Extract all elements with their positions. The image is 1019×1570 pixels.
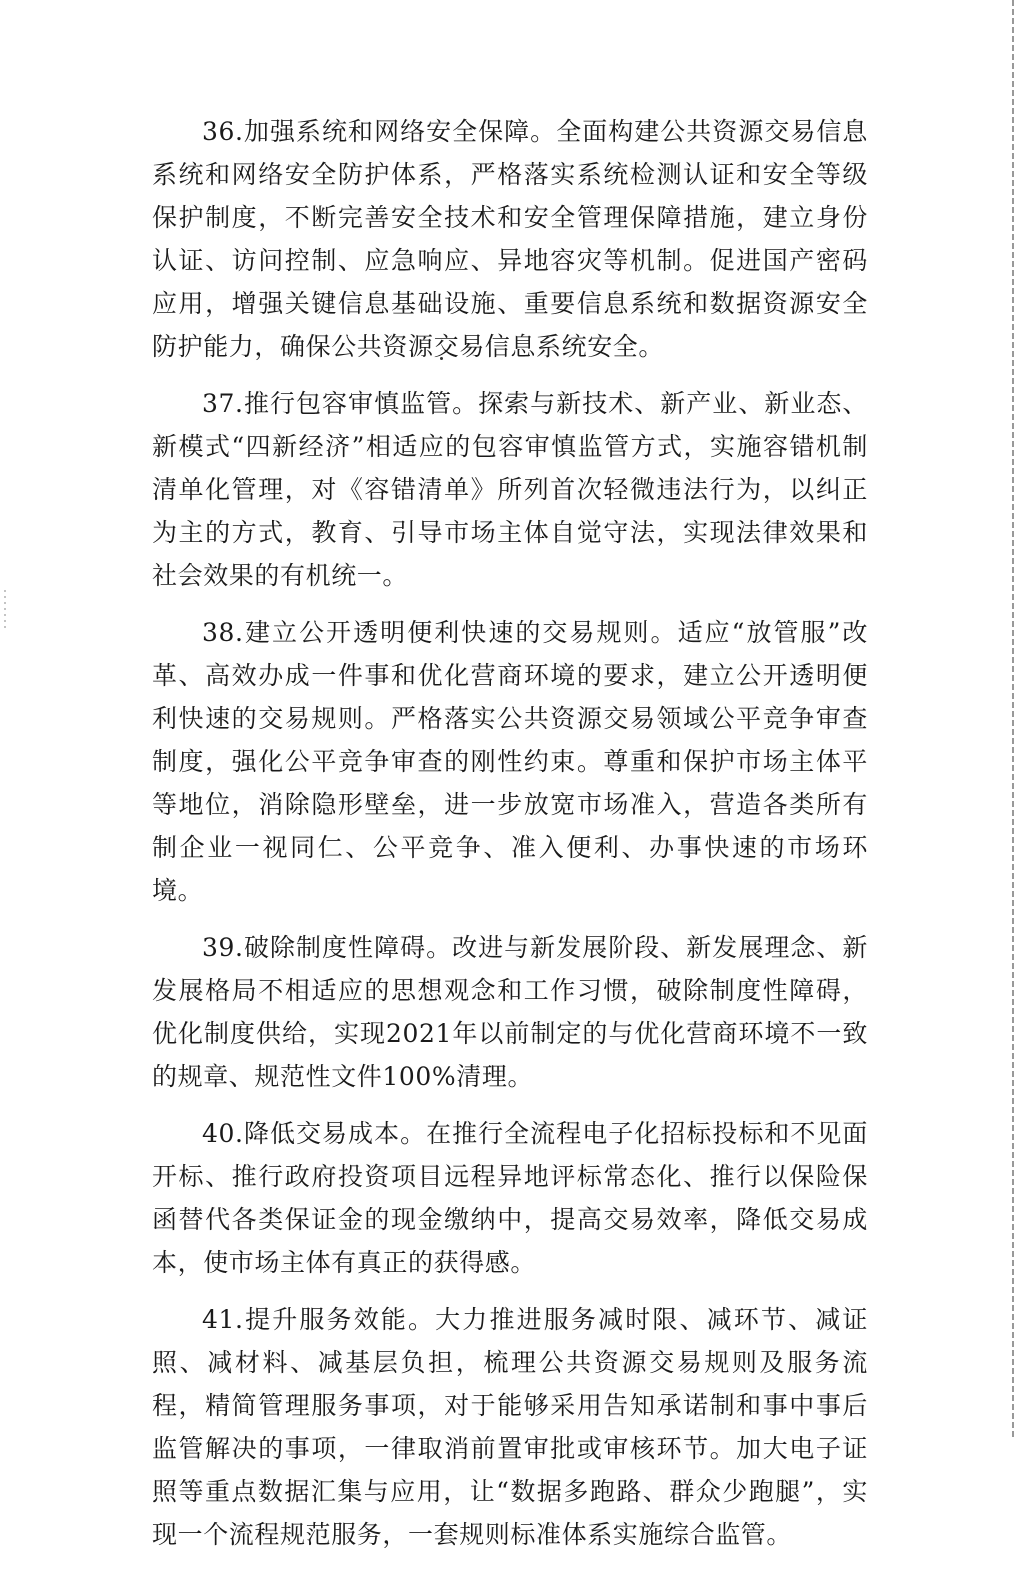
paragraph-41: 41.提升服务效能。大力推进服务减时限、减环节、减证照、减材料、减基层负担，梳理公共资源交易规则及服务流程，精简管理服务事项，对于能够采用告知承诺制和事中事后监管解决的事项，一律取消前置审批或审核环节。加大电子证照等重点数据汇集与应用，让“数据多跑路、群众少跑腿”，实现一个流程规范服务，一套规则标准体系实施综合监管。 [152,1305,868,1549]
scan-speck [4,590,6,630]
paragraph-38: 38.建立公开透明便利快速的交易规则。适应“放管服”改革、高效办成一件事和优化营商环境的要求，建立公开透明便利快速的交易规则。严格落实公共资源交易领域公平竞争审查制度，强化公平竞争审查的刚性约束。尊重和保护市场主体平等地位，消除隐形壁垒，进一步放宽市场准入，营造各类所有制企业一视同仁、公平竞争、准入便利、办事快速的市场环境。 [152,618,868,905]
paragraph-40: 40.降低交易成本。在推行全流程电子化招标投标和不见面开标、推行政府投资项目远程异地评标常态化、推行以保险保函替代各类保证金的现金缴纳中，提高交易效率，降低交易成本，使市场主体有真正的获得感。 [152,1119,868,1277]
scan-edge-line [1012,0,1014,1440]
paragraph-36: 36.加强系统和网络安全保障。全面构建公共资源交易信息系统和网络安全防护体系，严格落实系统检测认证和安全等级保护制度，不断完善安全技术和安全管理保障措施，建立身份认证、访问控制、应急响应、异地容灾等机制。促进国产密码应用，增强关键信息基础设施、重要信息系统和数据资源安全防护能力，确保公共资源交易信息系统安全。 [152,117,868,361]
document-body [152,110,868,1570]
paragraph-39: 39.破除制度性障碍。改进与新发展阶段、新发展理念、新发展格局不相适应的思想观念和工作习惯，破除制度性障碍，优化制度供给，实现2021年以前制定的与优化营商环境不一致的规章、规范性文件100%清理。 [152,933,868,1091]
paragraph-37: 37.推行包容审慎监管。探索与新技术、新产业、新业态、新模式“四新经济”相适应的包容审慎监管方式，实施容错机制清单化管理，对《容错清单》所列首次轻微违法行为，以纠正为主的方式，教育、引导市场主体自觉守法，实现法律效果和社会效果的有机统一。 [152,389,868,590]
